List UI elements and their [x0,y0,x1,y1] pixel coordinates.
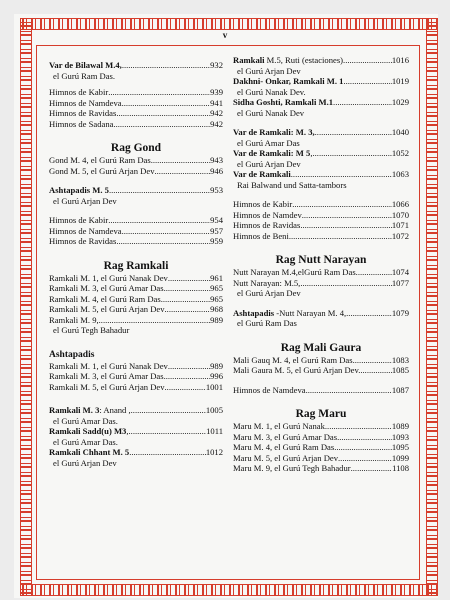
index-entry [233,127,409,138]
section-heading: Rag Gond [110,142,162,154]
page-ref: 1052 [391,148,409,158]
page-ref: 1019 [391,76,409,86]
decorative-border-right [426,18,438,596]
index-entry [49,426,223,437]
entry-title: Ramkali [233,55,265,65]
index-entry [233,76,409,87]
entry-title: Ramkali M. 5, el Gurú Arjan Dev [49,381,165,392]
index-entry [233,308,409,319]
index-entry [233,421,409,432]
entry-title-suffix: , [126,426,129,436]
index-entry [233,169,409,180]
page-ref: 1040 [391,127,409,137]
page-ref: 965 [210,293,223,304]
index-column-right [233,55,409,474]
index-entry [49,304,223,315]
page-ref: 1087 [391,384,409,395]
index-entry [233,267,409,278]
index-entry [49,361,223,372]
entry-author: el Gurú Ram Das [237,318,297,328]
index-entry [233,199,409,210]
index-entry [233,355,409,366]
entry-author: el Gurú Arjan Dev [237,65,301,76]
entry-title: Ramkali M. 3, el Gurú Amar Das [49,283,164,293]
entry-title: Gond M. 4, el Gurú Ram Das [49,155,151,165]
index-entry [233,220,409,231]
entry-title-suffix: , [310,148,313,158]
entry-title: Ramkali M. 4, el Gurú Ram Das [49,293,161,304]
section-heading: Rag Nutt Narayan [275,254,367,266]
index-entry [233,463,409,474]
entry-title: Nutt Narayan M.4,elGurú Ram Das [233,267,356,277]
index-entry [233,432,409,443]
decorative-border-top [20,18,438,30]
page-ref: 953 [210,185,223,195]
entry-title: Ashtapadis M. 5 [49,185,109,195]
page-ref: 1029 [391,97,409,107]
page-ref: 939 [210,87,223,97]
entry-title: Maru M. 9, el Gurú Tegh Bahadur [233,463,351,473]
entry-title: Var de Bilawal M.4, [49,60,122,70]
entry-title: Maru M. 4, el Gurú Ram Das [233,442,335,452]
entry-title-suffix: -Nutt Narayan M. 4, [274,307,347,318]
index-entry [233,97,409,108]
index-entry [49,119,223,130]
index-entry [49,283,223,294]
index-entry [49,108,223,119]
page-ref: 942 [210,118,223,129]
entry-title: Himnos de Ravidas [233,220,301,230]
index-entry [49,405,223,416]
page-ref: 961 [210,272,223,283]
page-ref: 996 [210,371,223,381]
entry-title: Himnos de Namdev [233,209,302,220]
index-entry [49,371,223,382]
entry-title: Himnos de Sadana [49,118,114,129]
entry-author: el Gurú Amar Das. [53,436,118,447]
entry-title: Var de Ramkali [233,169,291,179]
entry-author: Rai Balwand und Satta-tambors [237,179,347,190]
entry-title: Mali Gauq M. 4, el Gurú Ram Das [233,354,353,365]
entry-title: Ramkali M. 1, el Gurú Nanak Dev [49,360,168,371]
entry-author: el Gurú Tegh Bahadur [53,325,130,335]
entry-title-suffix: : Anand , [99,405,131,415]
page-ref: 989 [210,314,223,325]
page-ref: 1093 [391,431,409,442]
page-ref: 941 [210,97,223,108]
index-column-left [49,60,223,468]
entry-title: Dakhni- Onkar, Ramkali M. 1 [233,76,344,86]
index-entry [233,148,409,159]
entry-title-suffix: . [129,447,132,457]
entry-author: el Gurú Arjan Dev [53,457,117,468]
index-entry [49,236,223,247]
entry-title: Himnos de Kabir [233,199,293,209]
page-number: v [222,30,228,40]
entry-title: Ramkali M. 3, el Gurú Amar Das [49,371,164,381]
page-ref: 1077 [391,277,409,288]
index-entry [49,382,223,393]
page-ref: 965 [210,283,223,293]
index-entry [49,185,223,196]
page-ref: 1066 [391,199,409,209]
index-entry [49,447,223,458]
entry-title: Ramkali M. 3 [49,405,100,415]
index-entry [49,98,223,109]
page-ref: 1071 [391,220,409,230]
index-entry [233,278,409,289]
page-ref: 1063 [391,169,409,179]
entry-author: el Gurú Ram Das. [53,70,116,81]
index-entry [49,273,223,284]
index-entry [233,231,409,242]
entry-title: Ramkali M. 1, el Gurú Nanak Dev [49,272,168,283]
decorative-border-left [20,18,32,596]
page-ref: 968 [210,304,223,314]
entry-author: el Gurú Arjan Dev [237,158,301,169]
page-ref: 1016 [391,55,409,65]
page-ref: 932 [210,60,223,70]
entry-title: Himnos de Kabir [49,87,109,97]
entry-title: Himnos de Beni [233,230,289,241]
entry-title: Maru M. 1, el Gurú Nanak [233,421,325,431]
entry-title: Gond M. 5, el Gurú Arjan Dev [49,165,155,176]
index-entry [49,215,223,226]
page-ref: 1085 [391,365,409,375]
index-entry [49,226,223,237]
page-ref: 942 [210,108,223,118]
page-ref: 1079 [391,307,409,318]
page-ref: 1070 [391,209,409,220]
index-entry [49,294,223,305]
page-ref: 946 [210,165,223,176]
entry-title: Himnos de Kabir [49,215,109,225]
page-ref: 1108 [392,463,409,473]
index-entry [233,453,409,464]
entry-title: Sidha Goshti, Ramkali M.1 [233,97,334,107]
section-heading: Rag Ramkali [103,259,169,272]
entry-title: Himnos de Namdeva [49,97,122,108]
entry-title: Ramkali M. 5, el Gurú Arjan Dev [49,304,165,314]
entry-title: Maru M. 3, el Gurú Amar Das [233,431,338,442]
page-ref: 957 [210,225,223,236]
decorative-border-bottom [20,584,438,596]
section-heading: Rag Maru [295,408,347,420]
entry-author: el Gurú Arjan Dev [237,288,301,298]
index-entry [49,166,223,177]
entry-author: el Gurú Arjan Dev [53,195,117,206]
entry-title: Ramkali M. 9, [49,314,99,325]
entry-title: Var de Ramkali: M 5 [233,148,311,158]
index-entry [49,315,223,326]
page-ref: 1095 [391,442,409,452]
subsection-heading: Ashtapadis [49,349,95,360]
page-ref: 954 [210,215,223,225]
entry-title: Ramkali Chhant M. 5 [49,447,130,457]
entry-title: Mali Gaura M. 5, el Gurú Arjan Dev. [233,365,361,375]
index-entry [233,442,409,453]
entry-title: Var de Ramkali: M. 3, [233,127,315,137]
page-ref: 1001 [205,381,223,392]
entry-author: el Gurú Amar Das. [53,415,118,426]
entry-title: Himnos de Namdeva [233,384,306,395]
entry-title: Nutt Narayan: M.5, [233,277,301,288]
section-heading: Rag Mali Gaura [280,341,362,354]
page-ref: 1012 [205,447,223,457]
page-ref: 1005 [205,405,223,415]
page-ref: 1072 [391,230,409,241]
index-entry [233,210,409,221]
entry-author: el Gurú Amar Das [237,137,300,148]
entry-title: Ashtapadis [233,307,275,318]
index-entry [233,365,409,376]
entry-title-suffix: M.5, Ruti (estaciones) [264,55,344,65]
entry-title: Maru M. 5, el Gurú Arjan Dev [233,452,339,463]
entry-author: el Gurú Nanak Dev [237,107,305,118]
index-entry [49,60,223,71]
index-entry [233,55,409,66]
entry-title: Himnos de Namdeva [49,225,122,236]
page-ref: 1074 [391,267,409,277]
page-ref: 943 [210,155,223,165]
index-entry [233,385,409,396]
index-entry [49,87,223,98]
page-ref: 989 [210,360,223,371]
entry-title: Ramkali Sadd(u) M3 [49,426,127,436]
entry-title: Himnos de Ravidas [49,236,117,246]
entry-title: Himnos de Ravidas [49,108,117,118]
page-ref: 1083 [391,354,409,365]
entry-author: el Gurú Nanak Dev. [237,86,306,97]
page-ref: 1011 [206,426,223,436]
page-ref: 1089 [391,421,409,431]
page-ref: 959 [210,236,223,246]
index-entry [49,155,223,166]
page-ref: 1099 [391,452,409,463]
